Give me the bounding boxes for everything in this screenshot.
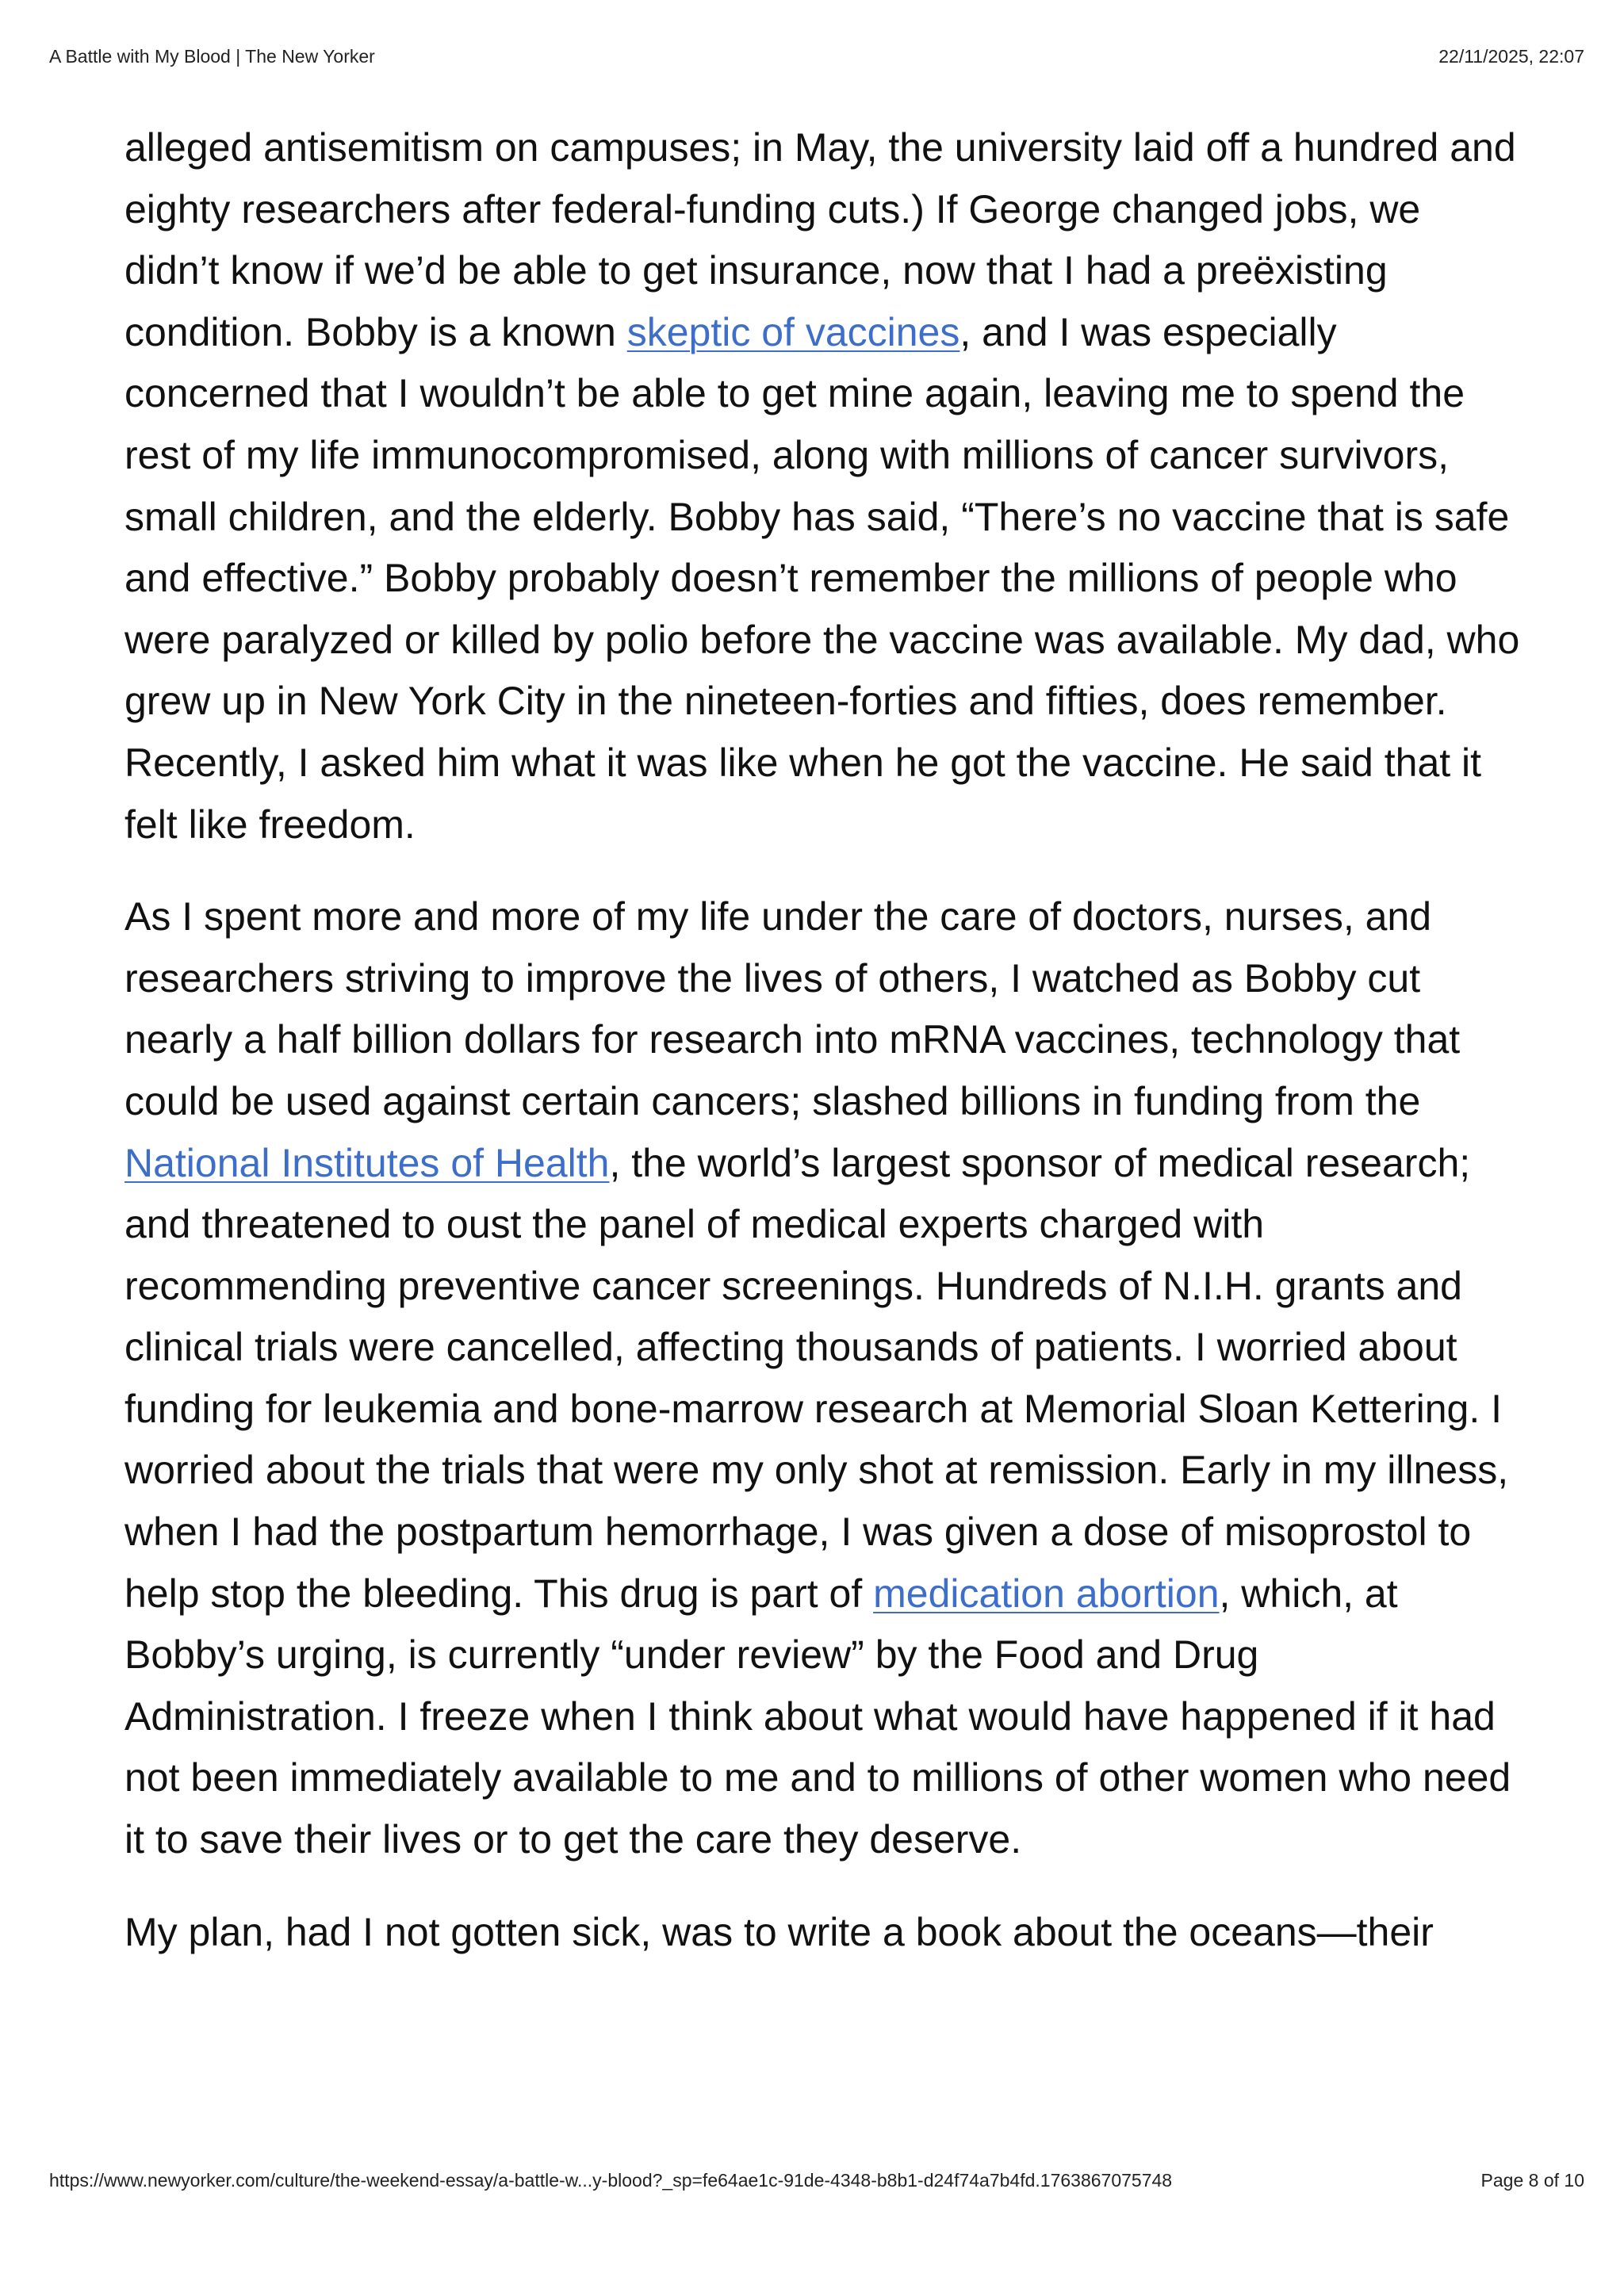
print-datetime: 22/11/2025, 22:07 [1438, 46, 1584, 67]
article-paragraph [124, 117, 1520, 855]
paragraph-text: , and I was especially concerned that I wouldn’t be able to get mine again, leaving me to spend the rest of my life immunocompromised, along with millions of cancer survivors, small children, and the elderly. Bobby has said, “There’s no vaccine that is safe and effective.” Bobby probably doesn’t remember the millions of people who were paralyzed or killed by polio before the vaccine was available. My dad, who grew up in New York City in the nineteen-forties and fifties, does remember. Recently, I asked him what it was like when he got the vaccine. He said that it felt like freedom. [124, 309, 1520, 847]
link-national-institutes-of-health[interactable]: National Institutes of Health [124, 1140, 610, 1185]
page-number: Page 8 of 10 [1480, 2170, 1584, 2191]
print-header [49, 46, 1584, 67]
paragraph-text: , the world’s largest sponsor of medical research; and threatened to oust the panel of medical experts charged with recommending preventive cancer screenings. Hundreds of N.I.H. grants and clinical trials were cancelled, affecting thousands of patients. I worried about funding for leukemia and bone-marrow research at Memorial Sloan Kettering. I worried about the trials that were my only shot at remission. Early in my illness, when I had the postpartum hemorrhage, I was given a dose of misoprostol to help stop the bleeding. This drug is part of [124, 1140, 1509, 1616]
print-footer [49, 2170, 1584, 2191]
link-skeptic-of-vaccines[interactable]: skeptic of vaccines [626, 309, 960, 354]
article-paragraph [124, 1902, 1520, 1964]
paragraph-text: As I spent more and more of my life under the care of doctors, nurses, and researchers striving to improve the lives of others, I watched as Bobby cut nearly a half billion dollars for research into mRNA vaccines, technology that could be used against certain cancers; slashed billions in funding from the [124, 894, 1461, 1123]
page-url: https://www.newyorker.com/culture/the-weekend-essay/a-battle-w...y-blood?_sp=fe64ae1c-91de-4348-b8b1-d24f74a7b4fd.1763867075748 [49, 2170, 1173, 2191]
link-medication-abortion[interactable]: medication abortion [873, 1571, 1220, 1616]
paragraph-text: My plan, had I not gotten sick, was to write a book about the oceans—their [124, 1909, 1434, 1954]
article-body [124, 117, 1520, 1994]
article-paragraph [124, 886, 1520, 1871]
paragraph-text: alleged antisemitism on campuses; in May, the university laid off a hundred and eighty researchers after federal-funding cuts.) If George changed jobs, we didn’t know if we’d be able to get insurance, now that I had a preëxisting condition. Bobby is a known [124, 125, 1516, 354]
paragraph-text: , which, at Bobby’s urging, is currently “under review” by the Food and Drug Administration. I freeze when I think about what would have happened if it had not been immediately available to me and to millions of other women who need it to save their lives or to get the care they deserve. [124, 1571, 1511, 1862]
page-title: A Battle with My Blood | The New Yorker [49, 46, 375, 67]
